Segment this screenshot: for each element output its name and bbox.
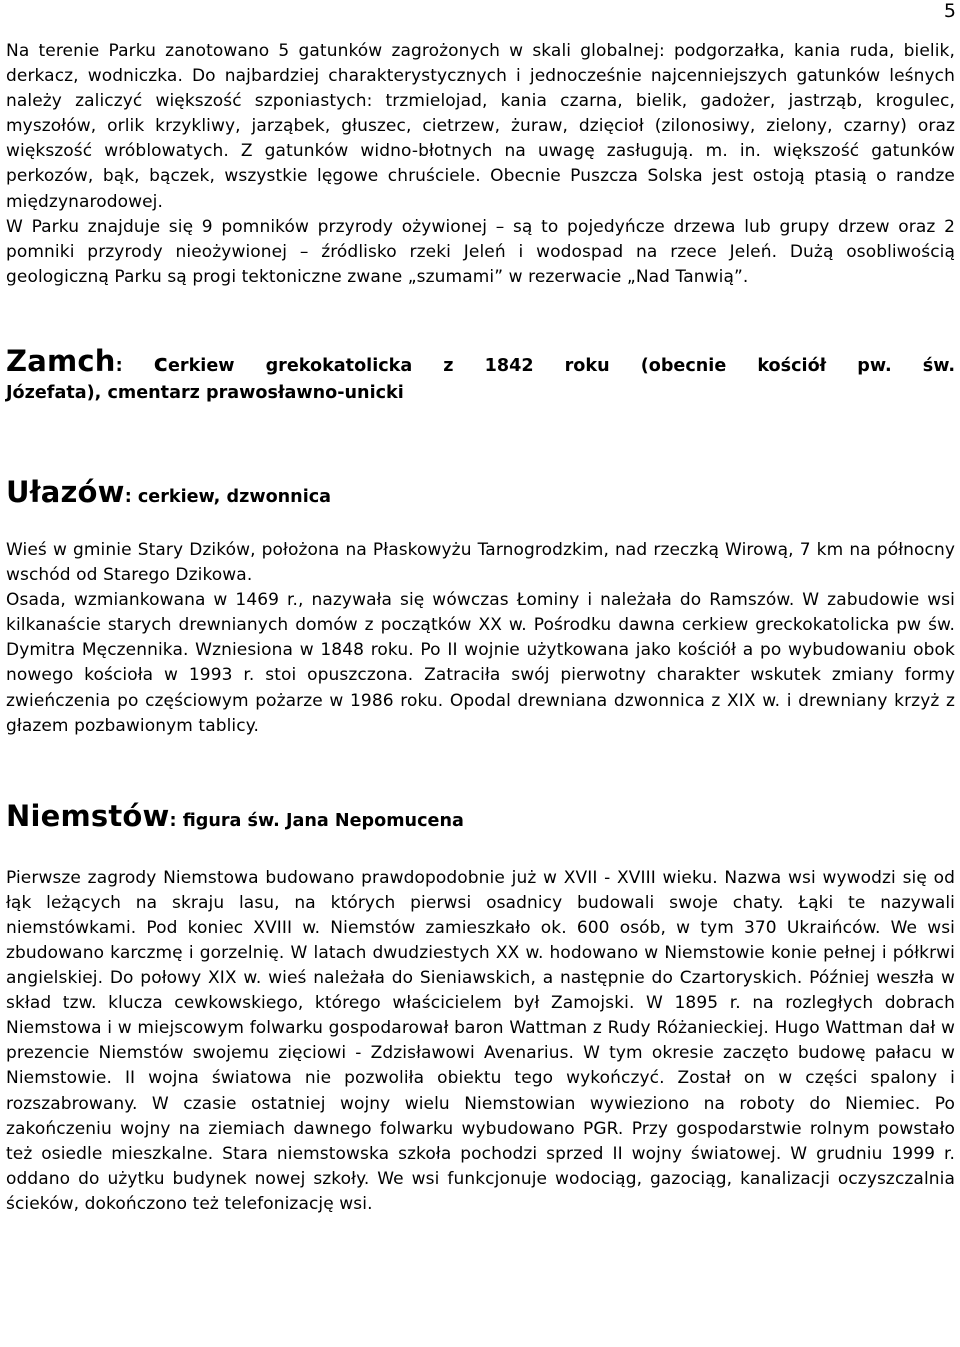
intro-paragraph-birds: Na terenie Parku zanotowano 5 gatunków zagrożonych w skali globalnej: podgorzałka, kania ruda, bielik, derkacz, wodniczka. Do najbardziej charakterystycznych i jednocześnie najcenniejszych gatunków leśnych należy zaliczyć większość szponiastych: trzmielojad, kania czarna, bielik, gadożer, jastrząb, krogulec, myszołów, orlik krzykliwy, jarząbek, głuszec, cietrzew, żuraw, dzięcioł (zilonosiwy, zielony, czarny) oraz większość wróblowatych. Z gatunków widno-błotnych na uwagę zasługują. m. in. większość gatunków perkozów, bąk, bączek, wszystkie lęgowe chruściele. Obecnie Puszcza Solska jest ostoją ptasią o randze międzynarodowej. bbox=[6, 41, 955, 212]
ulazow-paragraph-history: Osada, wzmiankowana w 1469 r., nazywała się wówczas Łominy i należała do Ramszów. W zabudowie wsi kilkanaście starych drewnianych domów z początków XX w. Pośrodku dawna cerkiew greckokatolicka pw św. Dymitra Męczennika. Wzniesiona w 1848 roku. Po II wojnie użytkowana jako kościół a po wybudowaniu obok nowego kościoła w 1993 r. stoi opuszczona. Zatraciła swój pierwotny charakter wskutek zmiany formy zwieńczenia po częściowym pożarze w 1986 roku. Opodal drewniana dzwonnica z XIX w. i drewniany krzyż z głazem pozbawionym tablicy. bbox=[6, 590, 955, 736]
niemstow-paragraph-history: Pierwsze zagrody Niemstowa budowano prawdopodobnie już w XVII - XVIII wieku. Nazwa wsi wywodzi się od łąk leżących na skraju lasu, na których pierwsi osadnicy budowali swoje chaty. Łąki te nazywali niemstówkami. Pod koniec XVIII w. Niemstów zamieszkało ok. 600 osób, w tym 370 Ukraińców. We wsi zbudowano karczmę i gorzelnię. W latach dwudziestych XX w. hodowano w Niemstowie konie pełnej i półkrwi angielskiej. Do połowy XIX w. wieś należała do Sieniawskich, a następnie do Czartoryskich. Później weszła w skład tzw. klucza cewkowskiego, którego właścicielem był Zamojski. W 1895 r. na rozległych dobrach Niemstowa i w miejscowym folwarku gospodarował baron Wattman z Rudy Różanieckiej. Hugo Wattman dał w prezencie Niemstów swojemu zięciowi - Zdzisławowi Avenarius. W tym okresie zaczęto budowę pałacu w Niemstowie. II wojna światowa nie pozwoliła obiektu tego wykończyć. Został on w części spalony i rozszabrowany. W czasie ostatniej wojny wielu Niemstowian wywieziono na roboty do Niemiec. Po zakończeniu wojny na ziemiach dawnego folwarku wybudowano PGR. Przy gospodarstwie rolnym powstało też osiedle mieszkalne. Stara niemstowska szkoła pochodzi sprzed II wojny światowej. W grudniu 1999 r. oddano do użytku budynek nowej szkoły. We wsi funkcjonuje wodociąg, gazociąg, kanalizacji oczyszczalnia ścieków, dokończono też telefonizację wsi. bbox=[6, 867, 955, 1214]
intro-section bbox=[6, 39, 955, 290]
zamch-heading bbox=[6, 343, 955, 407]
niemstow-section bbox=[6, 798, 955, 1217]
zamch-colon: : bbox=[115, 355, 154, 376]
page-number: 5 bbox=[943, 0, 956, 22]
ulazow-subtitle: : cerkiew, dzwonnica bbox=[124, 486, 332, 507]
ulazow-section bbox=[6, 474, 955, 739]
ulazow-heading bbox=[6, 474, 955, 511]
zamch-heading-line1 bbox=[6, 343, 955, 380]
niemstow-heading bbox=[6, 798, 955, 835]
niemstow-place-name: Niemstów bbox=[6, 798, 170, 833]
zamch-line1-text: erkiew grekokatolicka z 1842 roku (obecnie kościół pw. św. bbox=[168, 355, 955, 376]
document-body bbox=[6, 39, 955, 1217]
zamch-place-name: Zamch bbox=[6, 343, 116, 378]
ulazow-place-name: Ułazów bbox=[6, 474, 125, 509]
zamch-cap-letter: c bbox=[153, 348, 168, 377]
ulazow-paragraph-location: Wieś w gminie Stary Dzików, położona na Płaskowyżu Tarnogrodzkim, nad rzeczką Wirową, 7 km na północny wschód od Starego Dzikowa. bbox=[6, 539, 955, 586]
niemstow-subtitle: : figura św. Jana Nepomucena bbox=[169, 810, 464, 831]
intro-paragraph-monuments: W Parku znajduje się 9 pomników przyrody ożywionej – są to pojedyńcze drzewa lub grupy drzew oraz 2 pomniki przyrody nieożywionej – źródlisko rzeki Jeleń i wodospad na rzece Jeleń. Dużą osobliwością geologiczną Parku są progi tektoniczne zwane „szumami” w rezerwacie „Nad Tanwią”. bbox=[6, 216, 955, 287]
zamch-section bbox=[6, 343, 955, 407]
zamch-heading-line2: Józefata), cmentarz prawosławno-unicki bbox=[6, 382, 404, 403]
